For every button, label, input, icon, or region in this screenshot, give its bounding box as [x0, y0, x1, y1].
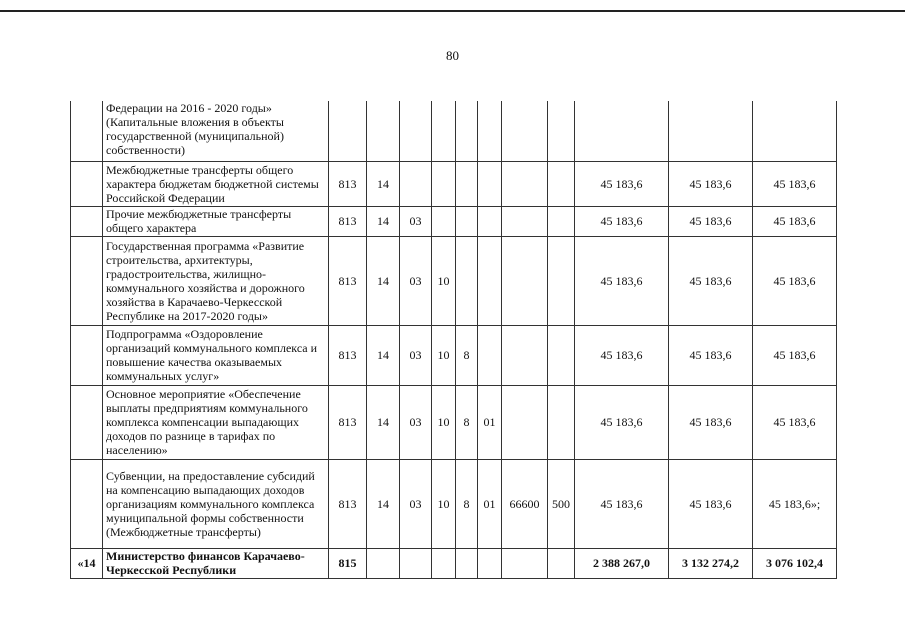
row-number: «14	[71, 548, 103, 578]
table-row: Основное мероприятие «Обеспечение выплаты предприятиям коммунального комплекса компенсации выпадающих доходов по разнице в тарифах по населению» 813 14 03 10 8 01 45 183,6 45 183,6 45 183,6	[71, 385, 837, 459]
budget-table	[70, 101, 837, 579]
table-row	[71, 101, 837, 161]
row-name: Межбюджетные трансферты общего характера бюджетам бюджетной системы Российской Федерации	[103, 161, 329, 206]
row-name: Государственная программа «Развитие строительства, архитектуры, градостроительства, жилищно-коммунального хозяйства и дорожного хозяйства в Карачаево-Черкесской Республике на 2017-2020 годы»	[103, 236, 329, 325]
table-row: «14 Министерство финансов Карачаево-Черкесской Республики 815 2 388 267,0 3 132 274,2 3 076 102,4	[71, 548, 837, 578]
table-row: Подпрограмма «Оздоровление организаций коммунального комплекса и повышение качества оказываемых коммунальных услуг» 813 14 03 10 8 45 183,6 45 183,6 45 183,6	[71, 325, 837, 385]
table-row: Субвенции, на предоставление субсидий на компенсацию выпадающих доходов организациям коммунального комплекса муниципальной формы собственности (Межбюджетные трансферты) 813 14 03 10 8 01 66600 500 45 183,6 45 183,6 45 183,6»;	[71, 459, 837, 548]
row-name: Федерации на 2016 - 2020 годы» (Капитальные вложения в объекты государственной (муниципальной) собственности)	[103, 101, 329, 161]
top-rule	[0, 10, 905, 12]
row-name: Министерство финансов Карачаево-Черкесской Республики	[103, 548, 329, 578]
row-name: Субвенции, на предоставление субсидий на компенсацию выпадающих доходов организациям коммунального комплекса муниципальной формы собственности (Межбюджетные трансферты)	[103, 459, 329, 548]
row-name: Подпрограмма «Оздоровление организаций коммунального комплекса и повышение качества оказываемых коммунальных услуг»	[103, 325, 329, 385]
row-name: Основное мероприятие «Обеспечение выплаты предприятиям коммунального комплекса компенсации выпадающих доходов по разнице в тарифах по населению»	[103, 385, 329, 459]
table-row: Межбюджетные трансферты общего характера бюджетам бюджетной системы Российской Федерации 813 14 45 183,6 45 183,6 45 183,6	[71, 161, 837, 206]
row-name: Прочие межбюджетные трансферты общего характера	[103, 206, 329, 236]
table-row: Прочие межбюджетные трансферты общего характера 813 14 03 45 183,6 45 183,6 45 183,6	[71, 206, 837, 236]
table-row: Государственная программа «Развитие строительства, архитектуры, градостроительства, жилищно-коммунального хозяйства и дорожного хозяйства в Карачаево-Черкесской Республике на 2017-2020 годы» 813 14 03 10 45 183,6 45 183,6 45 183,6	[71, 236, 837, 325]
page-number: 80	[446, 48, 459, 63]
